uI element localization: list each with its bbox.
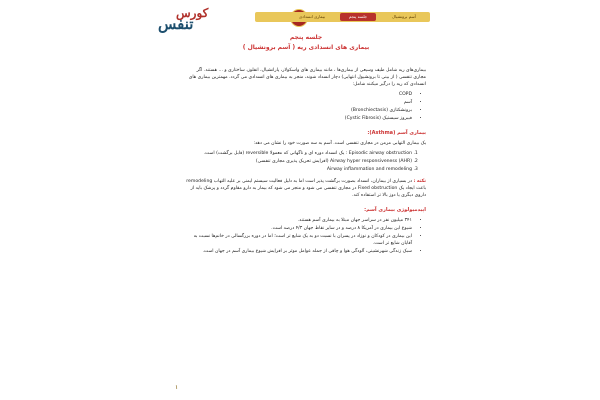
page-title: بیماری های انسدادی ریه ( آسم برونشیال ) bbox=[242, 44, 370, 51]
epidemiology-list bbox=[186, 217, 426, 255]
list-item: • برونشکتازی (Bronchiectasis) bbox=[186, 107, 412, 114]
list-item: 3. Airway inflammation and remodeling bbox=[186, 166, 412, 173]
list-item: 2. Airway hyper responsiveness (AHR) (افزایش تحریک پذیری مجاری تنفسی) bbox=[186, 158, 412, 165]
page-number: ۱ bbox=[175, 384, 179, 391]
list-item: • سبک زندگی شهرنشینی، آلودگی هوا و چاقی از جمله عوامل موثر بر افزایش شیوع بیماری آسم در جهان است. bbox=[186, 248, 412, 255]
list-item: 1. Episodic airway obstruction : یک انسداد دوره ای و ناگهانی که معمولا reversible (قابل برگشت) است. bbox=[186, 150, 412, 157]
header-tab-topic: آسم برونشیال bbox=[380, 13, 428, 21]
asthma-forms-list bbox=[186, 150, 426, 173]
header-tab-session: جلسه پنجم bbox=[340, 13, 376, 21]
logo-line1: کورس bbox=[176, 6, 209, 20]
asthma-heading: بیماری آسم (Asthma): bbox=[367, 130, 426, 136]
note-label: نکته : bbox=[413, 179, 426, 184]
list-item: • این بیماری در کودکان و نوزاد در پسران با نسبت دو به یک شایع تر است؛ اما در دوره بزرگسالی در خانم‌ها نسبت به آقایان شایع تر است. bbox=[186, 233, 412, 247]
disease-list bbox=[186, 91, 426, 122]
list-item: • فیبروز سیستیک (Cystic Fibrosis) bbox=[186, 115, 412, 122]
note-paragraph bbox=[186, 178, 426, 199]
list-item: • شیوع این بیماری در آمریکا ۸ درصد و در سایر نقاط جهان ۴/۳ درصد است. bbox=[186, 225, 412, 232]
list-item: • آسم bbox=[186, 99, 412, 106]
header-tab-category: بیماری انسدادی bbox=[288, 13, 336, 21]
list-item: • COPD bbox=[186, 91, 412, 98]
session-heading: جلسه پنجم bbox=[289, 34, 323, 41]
logo-line2: تنفس bbox=[158, 15, 194, 33]
note-text: در بسیاری از بیماران، انسداد بصورت برگشت پذیر است اما به دلیل فعالیت سیستم ایمنی بر علیه التهاب remodeling باعث ایجاد یک Fixed obstruction در مجاری تنفسی می شود و منجر می شود که بیمار به دارو مقاوم گردد و پزشک باید از داروی دیگری یا دوز بالا تر استفاده کند. bbox=[186, 179, 426, 198]
header-bar bbox=[255, 12, 430, 22]
document-content bbox=[186, 28, 426, 259]
epidemiology-heading: اپیدمیولوژی بیماری آسم: bbox=[364, 207, 426, 213]
asthma-lead: یک بیماری التهابی مزمن در مجاری تنفسی است. آسم به سه صورت خود را نشان می دهد: bbox=[253, 141, 426, 146]
list-item: • ۳۴۱ میلیون نفر در سراسر جهان مبتلا به بیماری آسم هستند. bbox=[186, 217, 412, 224]
intro-paragraph: بیماری‌های ریه شامل طیف وسیعی از بیماری‌ها ، مانند بیماری های واسکولار، پارانشیال، انفلوز، ساختاری و ... هستند. اگر مجاری تنفسی ( از بینی تا برونشیول انتهایی) دچار انسداد شوند، منجر به بیماری های انسدادی می گردد. مهمترین بیماری های انسدادی که ریه را درگیر میکنند شامل: bbox=[188, 68, 426, 87]
